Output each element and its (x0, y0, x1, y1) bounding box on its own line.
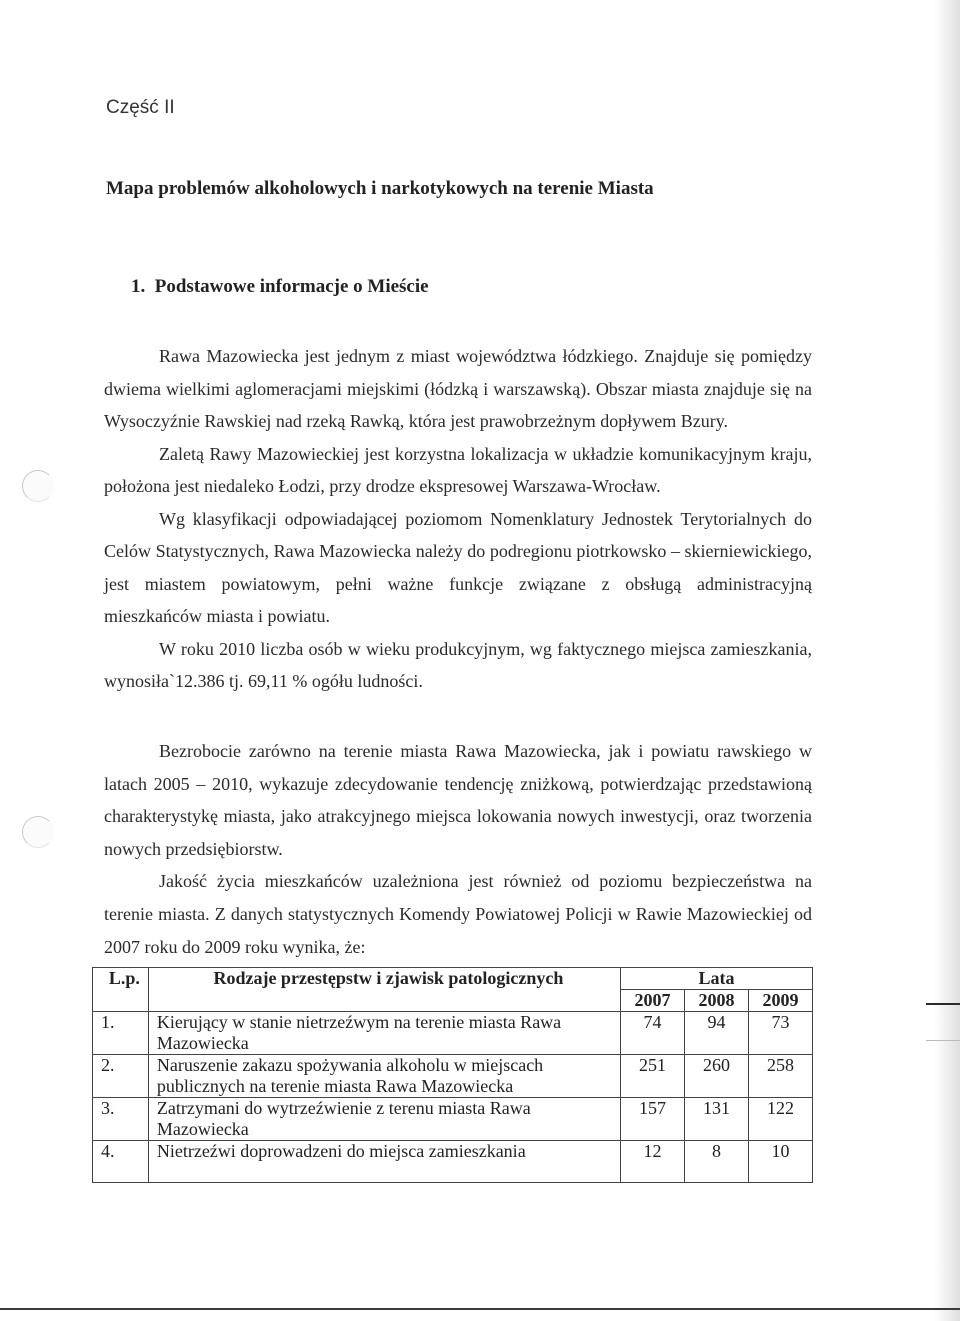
table-row (93, 1055, 813, 1098)
paragraph: Zaletą Rawy Mazowieckiej jest korzystna lokalizacja w układzie komunikacyjnym kraju, położona jest niedaleko Łodzi, przy drodze ekspresowej Warszawa-Wrocław. (104, 443, 812, 496)
header-year: 2008 (685, 990, 749, 1012)
section-number: 1. (131, 276, 146, 297)
row-value: 122 (748, 1098, 812, 1141)
table-header-row (93, 968, 813, 990)
row-lp: 4. (93, 1141, 149, 1183)
scan-edge-mark (926, 1040, 960, 1041)
row-value: 10 (748, 1141, 812, 1183)
row-value: 74 (621, 1012, 685, 1055)
document-title: Mapa problemów alkoholowych i narkotykowych na terenie Miasta (106, 178, 654, 199)
row-value: 73 (748, 1012, 812, 1055)
paragraph: Jakość życia mieszkańców uzależniona jest również od poziomu bezpieczeństwa na terenie miasta. Z danych statystycznych Komendy Powiatowej Policji w Rawie Mazowieckiej od 2007 roku do 2009 roku wynika, że: (104, 871, 812, 957)
header-lp: L.p. (93, 968, 149, 1012)
row-value: 157 (621, 1098, 685, 1141)
punch-hole-icon (22, 470, 54, 502)
header-name: Rodzaje przestępstw i zjawisk patologicznych (148, 968, 620, 1012)
row-lp: 3. (93, 1098, 149, 1141)
row-name: Kierujący w stanie nietrzeźwym na terenie miasta Rawa Mazowiecka (148, 1012, 620, 1055)
paragraph: Rawa Mazowiecka jest jednym z miast województwa łódzkiego. Znajduje się pomiędzy dwiema wielkimi aglomeracjami miejskimi (łódzką i warszawską). Obszar miasta znajduje się na Wysoczyźnie Rawskiej nad rzeką Rawką, która jest prawobrzeżnym dopływem Bzury. (104, 346, 812, 431)
header-years-group: Lata (621, 968, 813, 990)
header-year: 2007 (621, 990, 685, 1012)
row-name: Naruszenie zakazu spożywania alkoholu w miejscach publicznych na terenie miasta Rawa Mazowiecka (148, 1055, 620, 1098)
row-value: 12 (621, 1141, 685, 1183)
row-value: 94 (685, 1012, 749, 1055)
row-value: 258 (748, 1055, 812, 1098)
section-heading-text: Podstawowe informacje o Mieście (154, 276, 429, 297)
scan-edge-mark (926, 1003, 960, 1005)
row-lp: 1. (93, 1012, 149, 1055)
body-text-lower (104, 735, 812, 963)
punch-hole-icon (22, 816, 54, 848)
part-label: Część II (106, 97, 175, 118)
paragraph: Wg klasyfikacji odpowiadającej poziomom Nomenklatury Jednostek Terytorialnych do Celów Statystycznych, Rawa Mazowiecka należy do podregionu piotrkowsko – skierniewickiego, jest miastem powiatowym, pełni ważne funkcje związane z obsługą administracyjną mieszkańców miasta i powiatu. (104, 508, 812, 626)
paragraph: Bezrobocie zarówno na terenie miasta Rawa Mazowiecka, jak i powiatu rawskiego w latach 2005 – 2010, wykazuje zdecydowanie tendencję zniżkową, potwierdzając przedstawioną charakterystykę miasta, jako atrakcyjnego miejsca lokowania nowych inwestycji, oraz tworzenia nowych przedsiębiorstw. (104, 741, 812, 859)
table-row (93, 1098, 813, 1141)
row-value: 251 (621, 1055, 685, 1098)
row-value: 131 (685, 1098, 749, 1141)
row-value: 260 (685, 1055, 749, 1098)
scan-edge-shadow (934, 0, 960, 1321)
statistics-table (92, 967, 813, 1183)
body-text-upper (104, 340, 812, 698)
scan-bottom-line (0, 1308, 960, 1310)
row-lp: 2. (93, 1055, 149, 1098)
table-row (93, 1141, 813, 1183)
row-value: 8 (685, 1141, 749, 1183)
table-row (93, 1012, 813, 1055)
section-heading (131, 276, 429, 298)
paragraph: W roku 2010 liczba osób w wieku produkcyjnym, wg faktycznego miejsca zamieszkania, wynosiła`12.386 tj. 69,11 % ogółu ludności. (104, 638, 812, 691)
header-year: 2009 (748, 990, 812, 1012)
row-name: Zatrzymani do wytrzeźwienie z terenu miasta Rawa Mazowiecka (148, 1098, 620, 1141)
row-name: Nietrzeźwi doprowadzeni do miejsca zamieszkania (148, 1141, 620, 1183)
